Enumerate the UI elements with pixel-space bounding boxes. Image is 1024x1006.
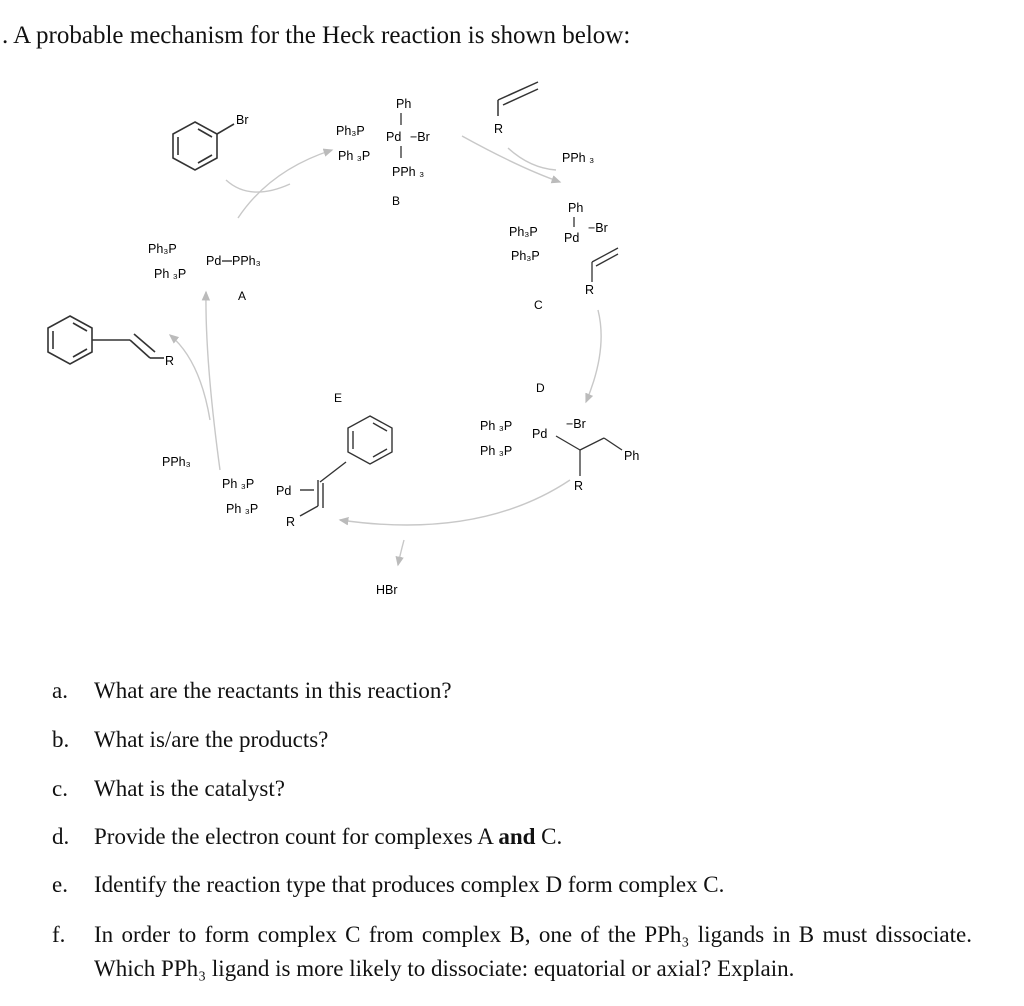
svg-text:Ph: Ph xyxy=(396,97,412,111)
product-R: R xyxy=(165,354,175,368)
svg-text:D: D xyxy=(536,381,545,395)
question-a: a. What are the reactants in this reaction? xyxy=(52,678,452,703)
arrow-product-out xyxy=(170,335,210,420)
alkene-reactant xyxy=(498,82,538,116)
svg-text:Ph ₃P: Ph ₃P xyxy=(226,502,259,516)
arrow-D-to-E xyxy=(340,480,570,525)
svg-text:Pd: Pd xyxy=(386,130,402,144)
svg-text:Ph₃P: Ph₃P xyxy=(148,242,177,256)
svg-text:Ph: Ph xyxy=(568,201,584,215)
complex-C xyxy=(509,201,608,312)
arrow-HBr-out xyxy=(398,540,404,565)
svg-text:Ph ₃P: Ph ₃P xyxy=(480,444,513,458)
svg-text:Ph ₃P: Ph ₃P xyxy=(222,477,255,491)
question-f: f. In order to form complex C from complex B, one of the PPh₃ ligands in B must dissociate. Which PPh₃ ligand is more likely to dissociate: equatorial or axial? Explain. xyxy=(52,922,972,981)
svg-text:Ph₃P: Ph₃P xyxy=(509,225,538,239)
svg-text:E: E xyxy=(334,391,343,405)
bromine-label: Br xyxy=(236,113,249,127)
question-b: b. What is/are the products? xyxy=(52,727,329,752)
complex-E-structure xyxy=(300,416,392,516)
svg-text:C: C xyxy=(534,298,543,312)
svg-text:Pd: Pd xyxy=(276,484,292,498)
svg-text:−Br: −Br xyxy=(566,417,586,431)
bromobenzene xyxy=(173,122,234,170)
released-ligand: PPh ₃ xyxy=(562,151,595,165)
svg-text:Ph: Ph xyxy=(624,449,640,463)
cycle-arrows xyxy=(170,136,601,565)
svg-text:Pd: Pd xyxy=(532,427,548,441)
svg-text:R: R xyxy=(286,515,296,529)
arrow-A-to-B xyxy=(238,150,332,218)
arrow-E-to-A xyxy=(206,292,220,470)
svg-text:PPh₃: PPh₃ xyxy=(232,254,261,268)
complex-A xyxy=(148,242,261,303)
svg-text:Ph₃P: Ph₃P xyxy=(511,249,540,263)
svg-text:Ph ₃P: Ph ₃P xyxy=(154,267,187,281)
arrow-alkene-in xyxy=(508,148,556,170)
svg-text:Pd: Pd xyxy=(564,231,580,245)
svg-text:A: A xyxy=(238,289,247,303)
svg-text:Ph₃P: Ph₃P xyxy=(336,124,365,138)
product-alkene xyxy=(48,316,164,364)
svg-text:R: R xyxy=(585,283,595,297)
complex-B xyxy=(336,97,430,208)
svg-text:Ph ₃P: Ph ₃P xyxy=(338,149,371,163)
intro-text: . A probable mechanism for the Heck reaction is shown below: xyxy=(2,22,631,49)
svg-text:Ph ₃P: Ph ₃P xyxy=(480,419,513,433)
question-e: e. Identify the reaction type that produces complex D form complex C. xyxy=(52,872,725,897)
question-c: c. What is the catalyst? xyxy=(52,776,285,801)
svg-text:PPh ₃: PPh ₃ xyxy=(392,165,425,179)
arrow-B-to-C xyxy=(462,136,560,182)
svg-text:Pd: Pd xyxy=(206,254,222,268)
added-ligand: PPh₃ xyxy=(162,455,191,469)
arrow-substrate-in xyxy=(226,180,290,192)
svg-text:B: B xyxy=(392,194,401,208)
svg-text:R: R xyxy=(574,479,584,493)
alkene-R: R xyxy=(494,122,504,136)
complex-D xyxy=(480,381,639,493)
complex-E xyxy=(222,391,342,529)
HBr-label: HBr xyxy=(376,583,398,597)
svg-text:−Br: −Br xyxy=(410,130,430,144)
svg-text:−Br: −Br xyxy=(588,221,608,235)
arrow-C-to-D xyxy=(586,310,601,402)
question-d: d. Provide the electron count for complexes A and C. xyxy=(52,824,563,849)
